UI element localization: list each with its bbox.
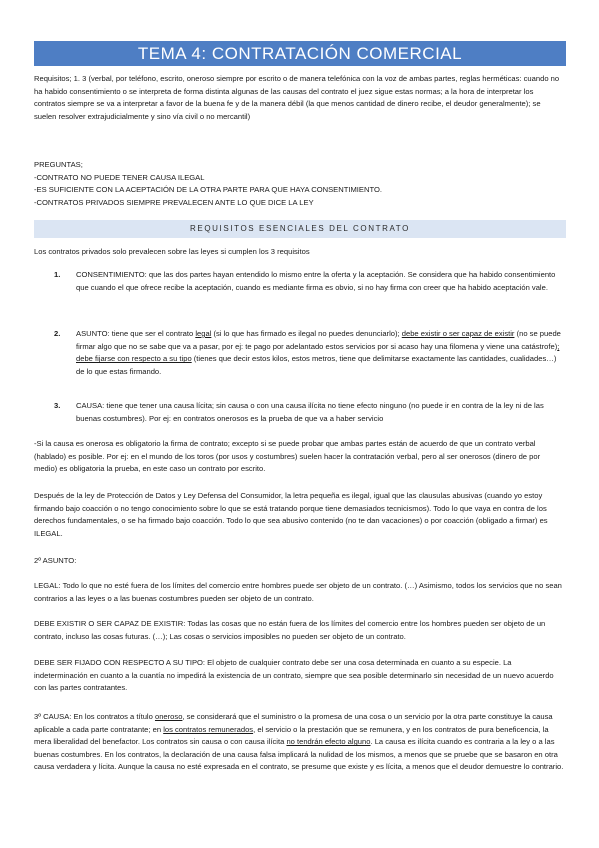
paragraph-causa-onerosa [34,438,564,476]
preguntas-label: PREGUNTAS; [34,160,83,169]
pregunta-item: -CONTRATO NO PUEDE TENER CAUSA ILEGAL [34,172,205,182]
list-text [76,328,564,378]
text-run: , el servicio o la prestación que se remunera, y en los contratos de pura beneficencia, la mera liberalidad del benefactor. Los contratos sin causa o con causa ilícita [34,724,549,747]
intro-paragraph [34,73,564,123]
asunto-subheading [34,555,564,568]
subheading-text: 2º ASUNTO: [34,556,77,565]
underlined-term: los contratos remunerados [163,724,254,734]
underlined-term: oneroso [154,712,183,721]
body-text [34,711,564,774]
lead-paragraph [34,246,564,259]
text-run: (no se puede firmar algo que no se sabe que va a pasar, por ej: te pago por adelantado estos servicios por si acaso hay una filomena y viene una catástrofe) [76,329,561,351]
text-run: . La causa es ilícita cuando es contraria a la ley o a las buenas costumbres. En los contratos, la declaración de una causa falsa implicará la nulidad de los mismos, a menos que se pruebe que se basaron en otra causa verdadera y lícita. Aunque la causa no esté expresada en el contrato, se presume que existe y es lícita, a menos que el deudor demuestre lo contrario. [34,737,564,772]
underlined-term: no tendrán efecto alguno [286,737,371,747]
list-number: 2. [54,329,61,338]
body-text: DEBE EXISTIR O SER CAPAZ DE EXISTIR: Todas las cosas que no están fuera de los límites del comercio entre los hombres pueden ser objeto de un contrato, incluso las cosas futuras. (…); Las cosas o servicios imposibles no pueden ser objeto de un contrato. [34,619,546,641]
text-run: , se considerará que el suministro o la promesa de una cosa o un servicio por la otra parte constituye la causa aplicable a cada parte contratante; en [34,712,553,734]
paragraph-causa-tercera [34,711,564,774]
lead-text: Los contratos privados solo prevalecen sobre las leyes si cumplen los 3 requisitos [34,247,310,256]
list-text: CONSENTIMIENTO: que las dos partes hayan entendido lo mismo entre la oferta y la aceptación. Se considera que ha habido consentimiento que cuando el que ofrece recibe la aceptación, cuando es mediante firma es obvio, si no hay firma con creer que ha habido aceptación vale. [76,270,556,292]
paragraph-fijado [34,657,564,695]
section-heading: REQUISITOS ESENCIALES DEL CONTRATO [34,220,566,238]
underlined-term: debe existir o ser capaz de existir [401,329,515,338]
list-text: CAUSA: tiene que tener una causa lícita; sin causa o con una causa ilícita no tiene efecto ninguno (no puede ir en contra de la ley ni de las buenas costumbres). Por ej: en contratos onerosos es la prueba de que va a haber servicio [76,401,544,423]
underlined-term: legal [195,329,212,338]
text-run: (tienes que decir estos kilos, estos metros, tiene que delimitarse exactamente las cantidades, cualidades…) de lo que estas firmando. [76,354,557,376]
list-number: 1. [54,270,61,279]
list-number: 3. [54,401,61,410]
body-text: -Si la causa es onerosa es obligatorio la firma de contrato; excepto si se puede probar que ambas partes están de acuerdo de que un contrato verbal (hablado) es posible. Por ej: en el mundo de los toros (por usos y costumbres) suelen hacer la contratación verbal, pero al ser onerosos (dinero de por medio) es obligatoria la prueba, en este caso un contrato por escrito. [34,439,541,474]
text-run: (si lo que has firmado es ilegal no puedes denunciarlo); [211,329,402,338]
pregunta-item: -ES SUFICIENTE CON LA ACEPTACIÓN DE LA OTRA PARTE PARA QUE HAYA CONSENTIMIENTO. [34,185,382,195]
requisitos-intro-text: Requisitos; 1. 3 (verbal, por teléfono, escrito, oneroso siempre por escrito o de manera telefónica con la voz de ambas partes, reglas herméticas: cuando no ha habido consentimiento o se interpreta de forma distinta algunas de las causas del contrato el juez sigue estas normas; a la hora de interpretar los contratos siempre se va a interpretar a favor de la buena fe y de la manera débil (la que menos cantidad de dinero recibe, el deudor generalmente); se suelen resolver extrajudicialmente y sino vía civil o no mercantil) [34,74,560,121]
underlined-term: ; debe fijarse con respecto a su tipo [76,341,560,364]
paragraph-legal [34,580,564,605]
text-run: 3º CAUSA: En los contratos a título [34,712,155,721]
body-text: DEBE SER FIJADO CON RESPECTO A SU TIPO: El objeto de cualquier contrato debe ser una cosa determinada en cuanto a su especie. La indeterminación en cuanto a la cuantía no impedirá la existencia de un contrato, siempre que sea posible determinarlo sin necesidad de un nuevo acuerdo con las partes contratantes. [34,658,554,693]
body-text: Después de la ley de Protección de Datos y Ley Defensa del Consumidor, la letra pequeña es ilegal, igual que las clausulas abusivas (cuando yo estoy firmando bajo coacción o no tengo conocimiento sobre lo que se está tratando porque tiene demasiados tecnicismos). Todo lo que vaya en contra de los derechos fundamentales, o se ha firmado bajo coacción. Todo lo que sea abusivo contenido (no te dan vacaciones) o por coacción (obligado a firmar) es ILEGAL. [34,491,548,538]
pregunta-item: -CONTRATOS PRIVADOS SIEMPRE PREVALECEN ANTE LO QUE DICE LA LEY [34,197,314,207]
paragraph-ley-proteccion [34,490,564,540]
paragraph-existir [34,618,564,643]
body-text: LEGAL: Todo lo que no esté fuera de los límites del comercio entre hombres puede ser objeto de un contrato. (…) Asimismo, todos los servicios que no sean contrarios a las leyes o a las buenas costumbres pueden ser objeto de un contrato. [34,581,562,603]
preguntas-block [34,159,564,209]
text-run: ASUNTO: tiene que ser el contrato [76,329,196,338]
page-title: TEMA 4: CONTRATACIÓN COMERCIAL [34,41,566,66]
